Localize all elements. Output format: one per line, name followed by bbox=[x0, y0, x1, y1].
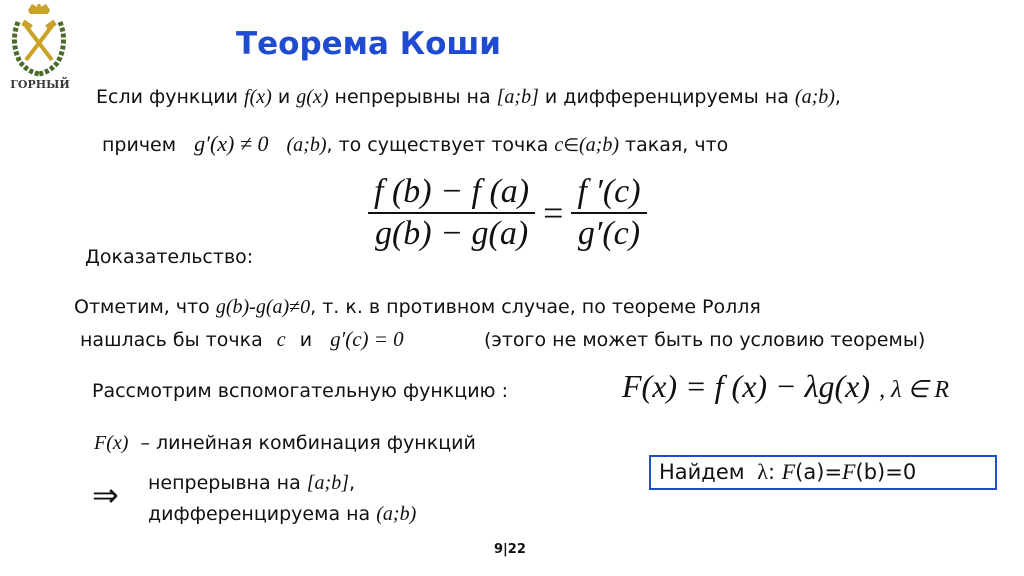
page-number: 9|22 bbox=[494, 542, 526, 557]
text: дифференцируема на bbox=[148, 503, 371, 525]
text: и дифференцируемы на bbox=[544, 86, 789, 108]
element-of-glyph: ∈ bbox=[563, 135, 579, 155]
math-F: F bbox=[842, 459, 856, 484]
implies-arrow-icon: ⇒ bbox=[92, 477, 119, 513]
math-f: f(x) bbox=[244, 86, 272, 108]
theorem-line-2 bbox=[102, 131, 728, 157]
combination-line bbox=[94, 432, 476, 455]
proof-line-1 bbox=[74, 296, 761, 319]
aux-text: Рассмотрим вспомогательную функцию : bbox=[92, 380, 508, 402]
proof-line-2 bbox=[80, 327, 404, 352]
not-equal-glyph: ≠ bbox=[289, 296, 301, 318]
math-interval: (a;b) bbox=[579, 134, 619, 156]
proof-label: Доказательство: bbox=[85, 246, 254, 268]
math-c: c bbox=[276, 329, 286, 351]
math-c: c bbox=[554, 134, 564, 156]
text: , bbox=[834, 86, 841, 108]
text: Если функции bbox=[96, 86, 238, 108]
property-differentiable bbox=[148, 503, 416, 526]
text-b: (b) bbox=[855, 460, 886, 484]
fraction-right bbox=[571, 172, 646, 254]
text: непрерывны на bbox=[334, 86, 491, 108]
math-F: F(x) bbox=[94, 432, 129, 454]
text: Найдем bbox=[659, 460, 745, 484]
math-formula: F(x) = f (x) − λg(x) bbox=[622, 368, 871, 404]
proof-note: (этого не может быть по условию теоремы) bbox=[484, 329, 926, 351]
numerator: f (b) − f (a) bbox=[374, 173, 530, 210]
math-expr: g′(c) = 0 bbox=[330, 327, 404, 351]
math-interval: (a;b) bbox=[376, 503, 417, 525]
page-title: Теорема Коши bbox=[236, 26, 502, 62]
text: – линейная комбинация функций bbox=[140, 432, 476, 454]
text: причем bbox=[102, 134, 177, 156]
find-lambda-box bbox=[649, 455, 997, 490]
text: такая, что bbox=[625, 134, 729, 156]
math-interval: (a;b) bbox=[794, 86, 835, 108]
math-segment: [a;b] bbox=[306, 472, 349, 494]
text: и bbox=[299, 329, 313, 351]
mining-emblem-icon bbox=[6, 2, 72, 90]
text: нашлась бы точка bbox=[80, 329, 263, 351]
math-condition: g′(x) ≠ 0 bbox=[194, 131, 269, 156]
logo-caption: ГОРНЫЙ bbox=[10, 78, 70, 91]
numerator: f ′(c) bbox=[577, 173, 641, 210]
math-lambda: λ bbox=[757, 459, 768, 484]
math-zero: 0 bbox=[300, 296, 311, 318]
text: и bbox=[277, 86, 291, 108]
logo bbox=[6, 2, 72, 90]
cauchy-formula bbox=[368, 172, 647, 254]
text-a: (a) bbox=[795, 460, 825, 484]
text: =0 bbox=[885, 460, 917, 484]
text: непрерывна на bbox=[148, 472, 301, 494]
text: Отметим, что bbox=[74, 296, 210, 318]
math-F: F bbox=[781, 459, 796, 484]
text: = bbox=[824, 460, 843, 484]
text: , т. к. в противном случае, по теореме Ролля bbox=[310, 296, 761, 318]
theorem-line-1 bbox=[96, 86, 841, 109]
math-segment: [a;b] bbox=[496, 86, 539, 108]
text: : bbox=[767, 460, 776, 484]
math-lambda-domain: , λ ∈ R bbox=[879, 377, 950, 403]
text: , то существует точка bbox=[326, 134, 549, 156]
text: , bbox=[349, 472, 356, 494]
denominator: g(b) − g(a) bbox=[374, 215, 529, 252]
math-g: g(x) bbox=[296, 86, 329, 108]
property-continuous bbox=[148, 472, 355, 495]
denominator: g′(c) bbox=[577, 215, 641, 252]
math-interval: (a;b) bbox=[286, 134, 327, 156]
aux-formula bbox=[622, 368, 949, 405]
math-expr: g(b)-g(a) bbox=[215, 296, 290, 318]
equals-sign: = bbox=[543, 193, 564, 233]
fraction-left bbox=[368, 172, 535, 254]
